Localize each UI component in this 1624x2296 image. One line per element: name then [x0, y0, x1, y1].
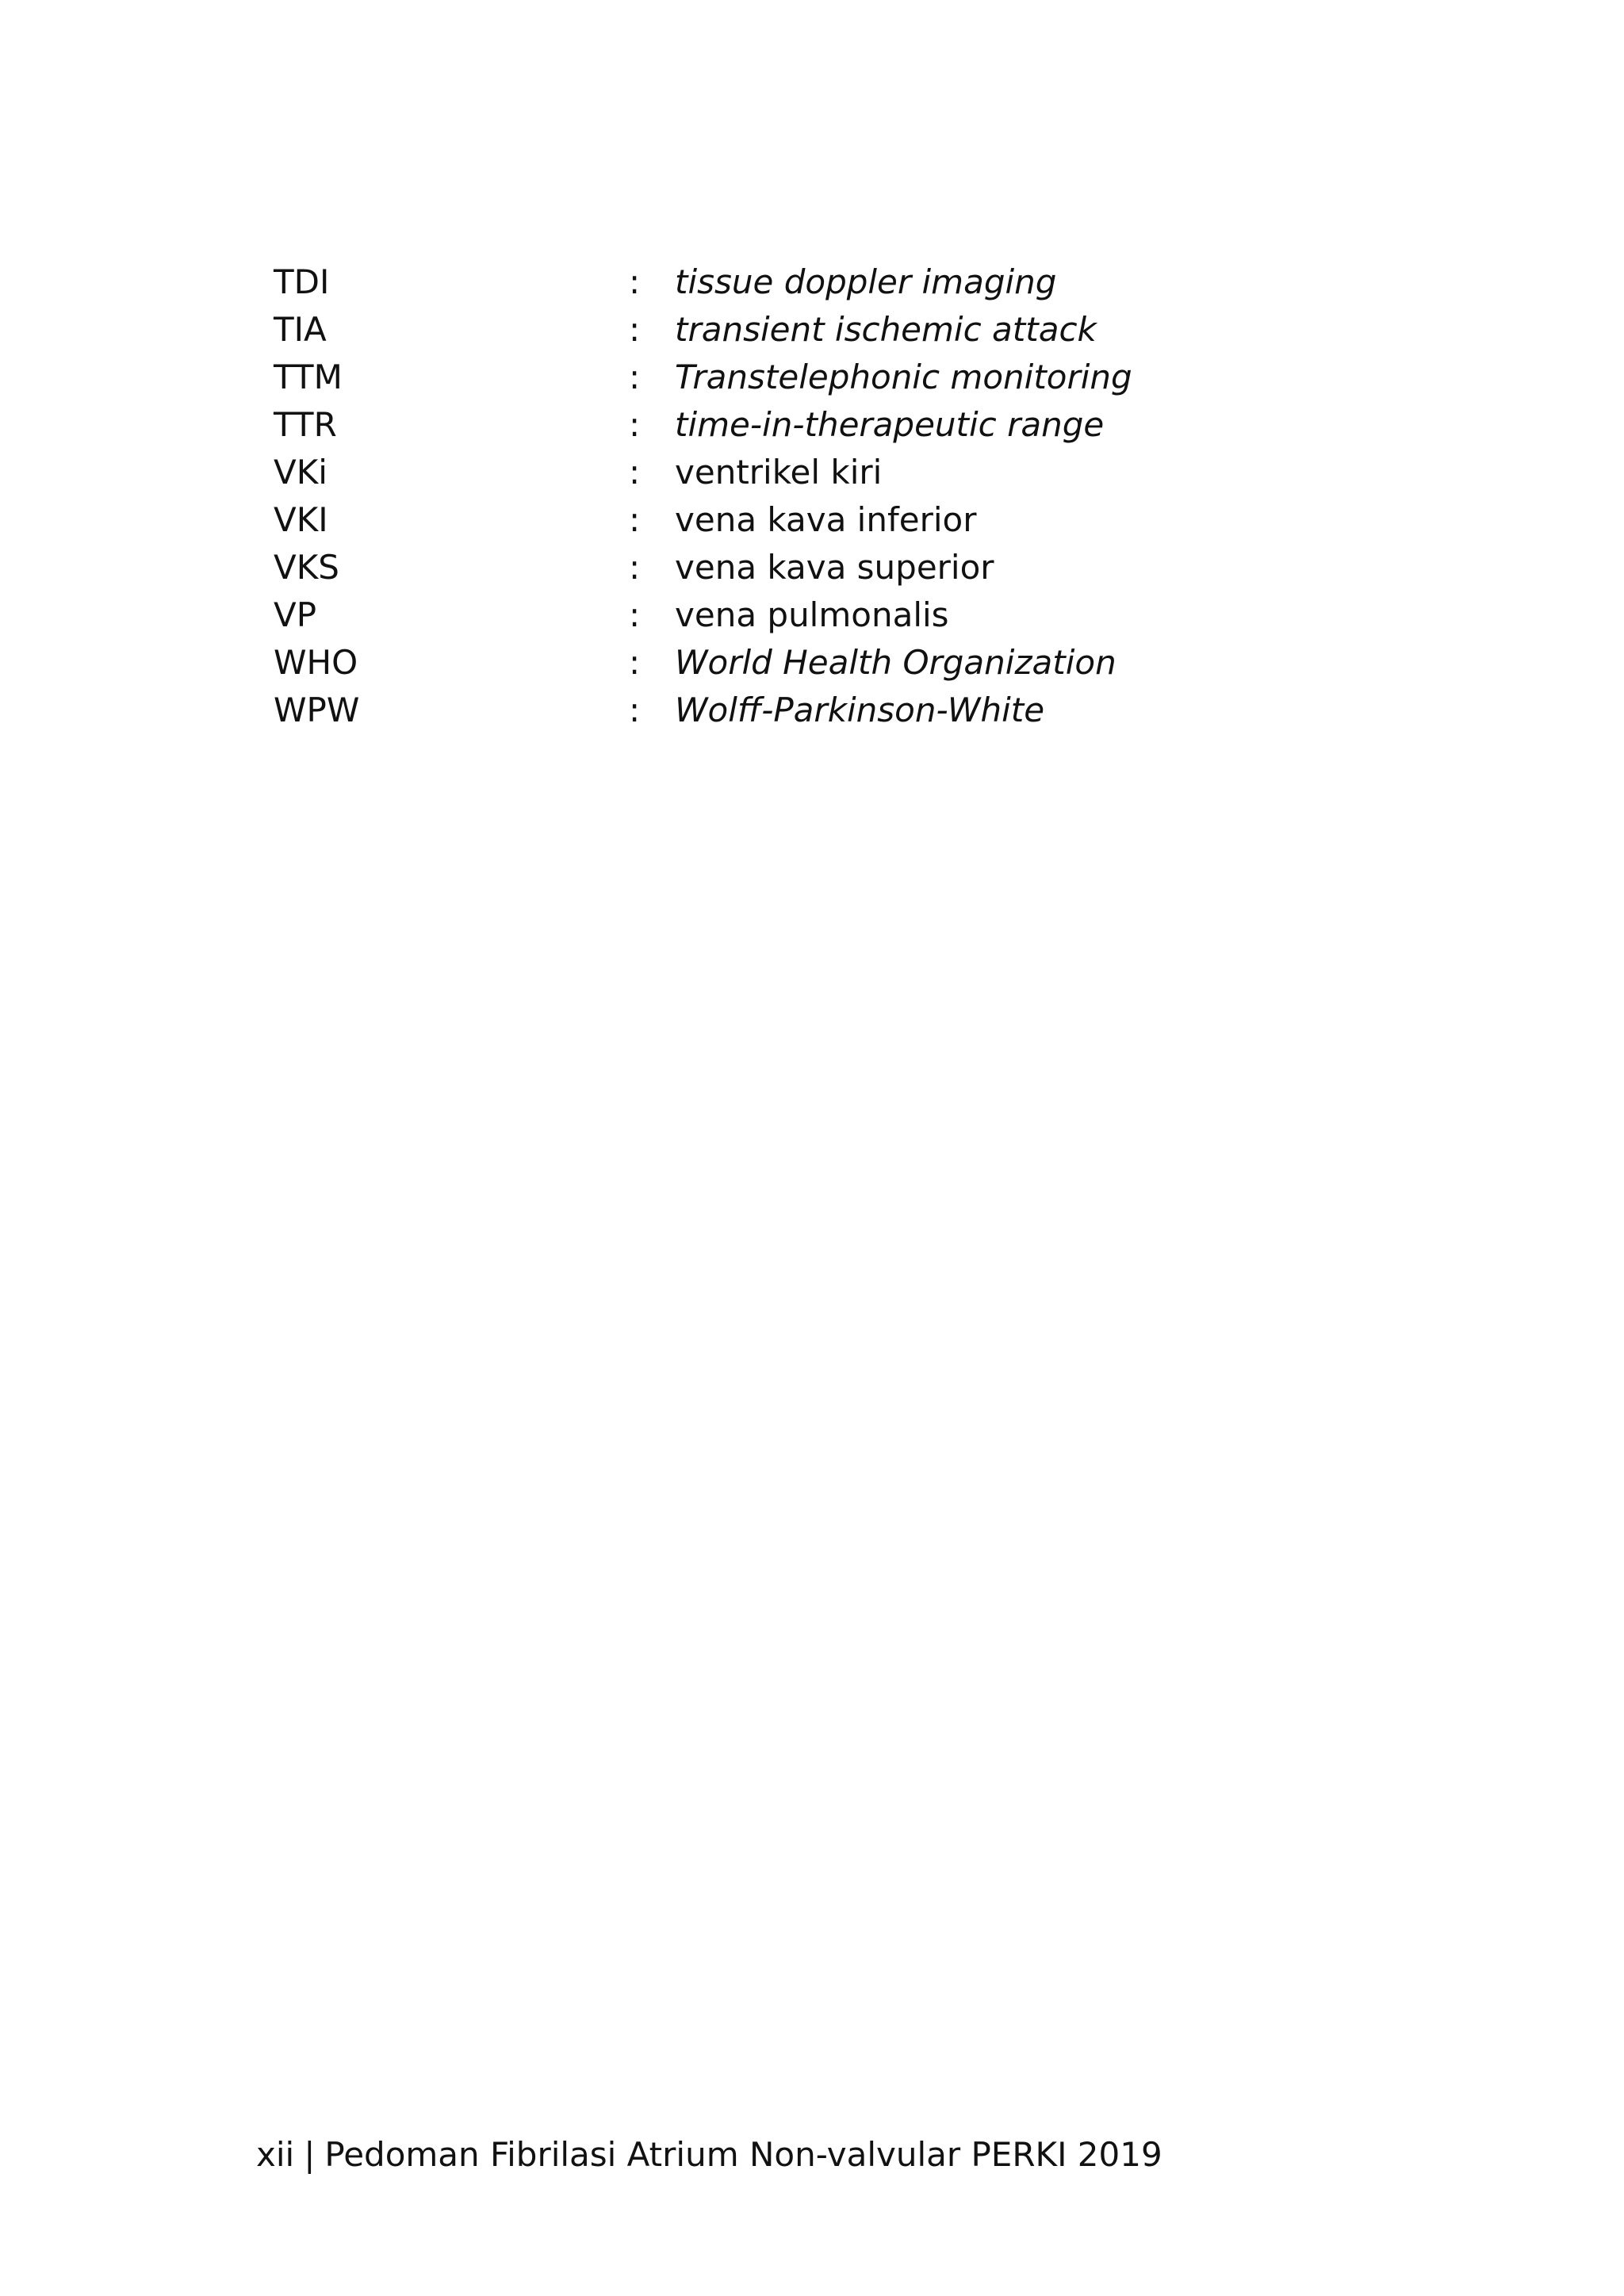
abbreviation-definition: time-in-therapeutic range	[675, 405, 1105, 444]
abbreviation-colon: :	[629, 358, 641, 396]
abbreviation-definition: transient ischemic attack	[675, 310, 1097, 349]
abbreviation-term: WPW	[274, 691, 360, 729]
page-number: xii	[256, 2135, 295, 2174]
abbreviation-term: VP	[274, 595, 317, 634]
abbreviation-row	[274, 496, 1463, 544]
abbreviation-definition: tissue doppler imaging	[675, 262, 1057, 301]
abbreviation-term: VKI	[274, 500, 328, 539]
abbreviation-term: TTR	[274, 405, 337, 444]
abbreviation-definition: vena kava inferior	[675, 500, 977, 539]
abbreviation-definition: Transtelephonic monitoring	[675, 358, 1132, 396]
abbreviation-term: TIA	[274, 310, 327, 349]
abbreviation-term: TDI	[274, 262, 330, 301]
abbreviation-row	[274, 401, 1463, 449]
abbreviation-row	[274, 639, 1463, 687]
abbreviation-row	[274, 354, 1463, 401]
abbreviation-row	[274, 687, 1463, 734]
footer-separator: |	[304, 2135, 316, 2174]
abbreviation-definition: Wolff-Parkinson-White	[675, 691, 1045, 729]
abbreviation-colon: :	[629, 548, 641, 587]
abbreviation-colon: :	[629, 262, 641, 301]
abbreviation-colon: :	[629, 453, 641, 492]
abbreviation-definition: World Health Organization	[675, 643, 1116, 682]
document-title: Pedoman Fibrilasi Atrium Non-valvular PERKI 2019	[324, 2135, 1162, 2174]
abbreviation-definition: ventrikel kiri	[675, 453, 883, 492]
abbreviation-definition: vena pulmonalis	[675, 595, 949, 634]
abbreviation-row	[274, 306, 1463, 354]
abbreviation-row	[274, 258, 1463, 306]
abbreviation-term: VKS	[274, 548, 339, 587]
abbreviation-colon: :	[629, 405, 641, 444]
page-footer	[256, 2131, 1162, 2179]
abbreviation-row	[274, 591, 1463, 639]
abbreviation-row	[274, 544, 1463, 591]
abbreviation-colon: :	[629, 500, 641, 539]
abbreviation-list	[274, 258, 1463, 734]
abbreviation-term: TTM	[274, 358, 343, 396]
abbreviation-definition: vena kava superior	[675, 548, 994, 587]
abbreviation-row	[274, 449, 1463, 496]
abbreviation-term: VKi	[274, 453, 327, 492]
abbreviation-colon: :	[629, 310, 641, 349]
abbreviation-colon: :	[629, 595, 641, 634]
abbreviation-colon: :	[629, 643, 641, 682]
abbreviation-colon: :	[629, 691, 641, 729]
abbreviation-term: WHO	[274, 643, 358, 682]
